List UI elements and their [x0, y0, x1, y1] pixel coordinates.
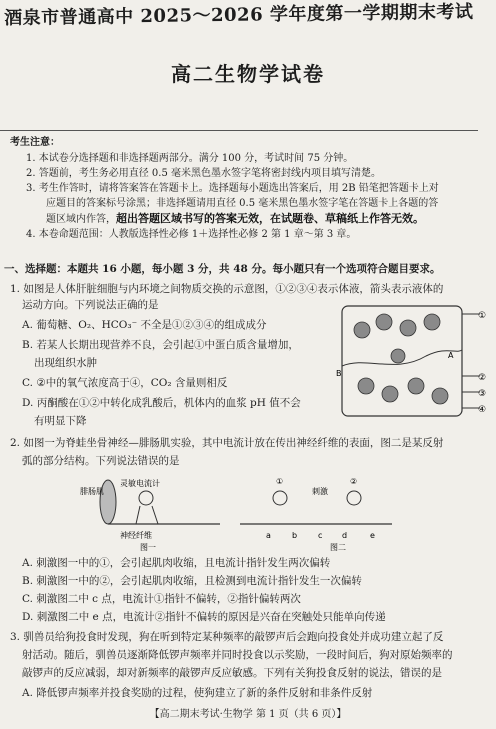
q2-option-c: C. 刺激图二中 c 点，电流计①指针不偏转，②指针偏转两次 [22, 593, 301, 605]
fig1-label-1: ① [478, 311, 487, 321]
nerve-experiment-figures [80, 476, 400, 552]
q1-option-b: B. 若某人长期出现营养不良，会引起①中蛋白质含量增加， [22, 339, 299, 351]
fig1-label-4: ④ [478, 405, 487, 415]
fig-meter-label: 灵敏电流计 [120, 479, 160, 488]
q1-option-c: C. ②中的氧气浓度高于④，CO₂ 含量则相反 [22, 377, 228, 389]
q3-stem-line1: 3. 驯兽员给狗投食时发现，狗在听到特定某种频率的敲锣声后会跑向投食处并成功建立起了反 [10, 631, 444, 643]
liver-exchange-figure [336, 296, 488, 428]
fig2-b: b [292, 531, 298, 540]
fig2-meter-2: ② [350, 477, 358, 486]
q1-option-b-cont: 出现组织水肿 [34, 357, 97, 369]
q1-stem-line2: 运动方向。下列说法正确的是 [22, 299, 159, 311]
q1-option-d: D. 丙酮酸在①②中转化成乳酸后，机体内的血浆 pH 值不会 [22, 397, 301, 409]
notice-item-3-tail: 题区域内作答， [46, 214, 116, 225]
q3-stem-line3: 敲锣声的反应减弱，却对新频率的敲锣声反应敏感。下列有关狗投食反射的说法，错误的是 [22, 667, 442, 679]
paper-title: 高二生物学试卷 [171, 62, 325, 86]
q2-option-b: B. 刺激图一中的②，会引起肌肉收缩，且检测到电流计指针发生一次偏转 [22, 575, 362, 587]
fig2-d: d [342, 531, 348, 540]
fig1-arrow-a: A [448, 351, 454, 360]
fig2-c: c [318, 531, 323, 540]
section-heading: 一、选择题：本题共 16 小题，每小题 3 分，共 48 分。每小题只有一个选项符合题目要求。 [4, 263, 441, 275]
q2-stem-line1: 2. 如图一为脊蛙坐骨神经—腓肠肌实验，其中电流计放在传出神经纤维的表面，图二是某反射 [10, 437, 444, 449]
fig1-label-2: ② [478, 373, 487, 383]
page-footer: 【高二期末考试·生物学 第 1 页（共 6 页）】 [149, 709, 347, 720]
fig1-caption: 图一 [140, 543, 156, 552]
fig1-label-3: ③ [478, 389, 487, 399]
fig2-meter-1: ① [276, 477, 284, 486]
exam-header: 酒泉市普通高中 2025～2026 学年度第一学期期末考试 [4, 1, 474, 29]
fig1-arrow-b: B [336, 369, 342, 378]
q1-option-a: A. 葡萄糖、O₂、HCO₃⁻ 不全是①②③④的组成成分 [22, 319, 267, 331]
notice-item-1: 1. 本试卷分选择题和非选择题两部分。满分 100 分，考试时间 75 分钟。 [26, 153, 354, 164]
notice-item-3-cont2 [46, 212, 424, 227]
q1-stem-line1: 1. 如图是人体肝脏细胞与内环境之间物质交换的示意图，①②③④表示体液，箭头表示液体的 [10, 283, 444, 295]
fig2-a: a [266, 531, 271, 540]
q2-stem-line2: 弧的部分结构。下列说法错误的是 [22, 455, 180, 467]
fig2-e: e [370, 531, 375, 540]
notice-item-4: 4. 本卷命题范围：人教版选择性必修 1＋选择性必修 2 第 1 章～第 3 章。 [26, 229, 357, 240]
q2-option-a: A. 刺激图一中的①，会引起肌肉收缩，且电流计指针发生两次偏转 [22, 557, 331, 569]
q3-stem-line2: 射活动。随后，驯兽员逐渐降低锣声频率并同时投食以示奖励，一段时间后，狗对原始频率的 [22, 649, 453, 661]
notice-item-3-cont: 应题目的答案标号涂黑；非选择题请用直径 0.5 毫米黑色墨水签字笔在答题卡上各题的答 [46, 198, 439, 209]
notice-item-2: 2. 答题前，考生务必用直径 0.5 毫米黑色墨水签字笔将密封线内项目填写清楚。 [26, 168, 381, 179]
notice-heading: 考生注意： [10, 137, 60, 148]
fig-nerve-label: 神经纤维 [120, 531, 152, 540]
notice-item-3: 3. 考生作答时，请将答案答在答题卡上。选择题每小题选出答案后，用 2B 铅笔把答题卡上对 [26, 183, 439, 194]
q3-option-a: A. 降低锣声频率并投食奖励的过程，使狗建立了新的条件反射和非条件反射 [22, 687, 373, 699]
notice-warning: 超出答题区域书写的答案无效，在试题卷、草稿纸上作答无效。 [116, 212, 424, 225]
fig2-stim-label: 刺激 [312, 487, 328, 496]
fig2-caption: 图二 [330, 543, 346, 552]
q2-option-d: D. 刺激图二中 e 点，电流计②指针不偏转的原因是兴奋在突触处只能单向传递 [22, 611, 386, 623]
fig-muscle-label: 腓肠肌 [80, 487, 104, 496]
q1-option-d-cont: 有明显下降 [34, 415, 87, 427]
